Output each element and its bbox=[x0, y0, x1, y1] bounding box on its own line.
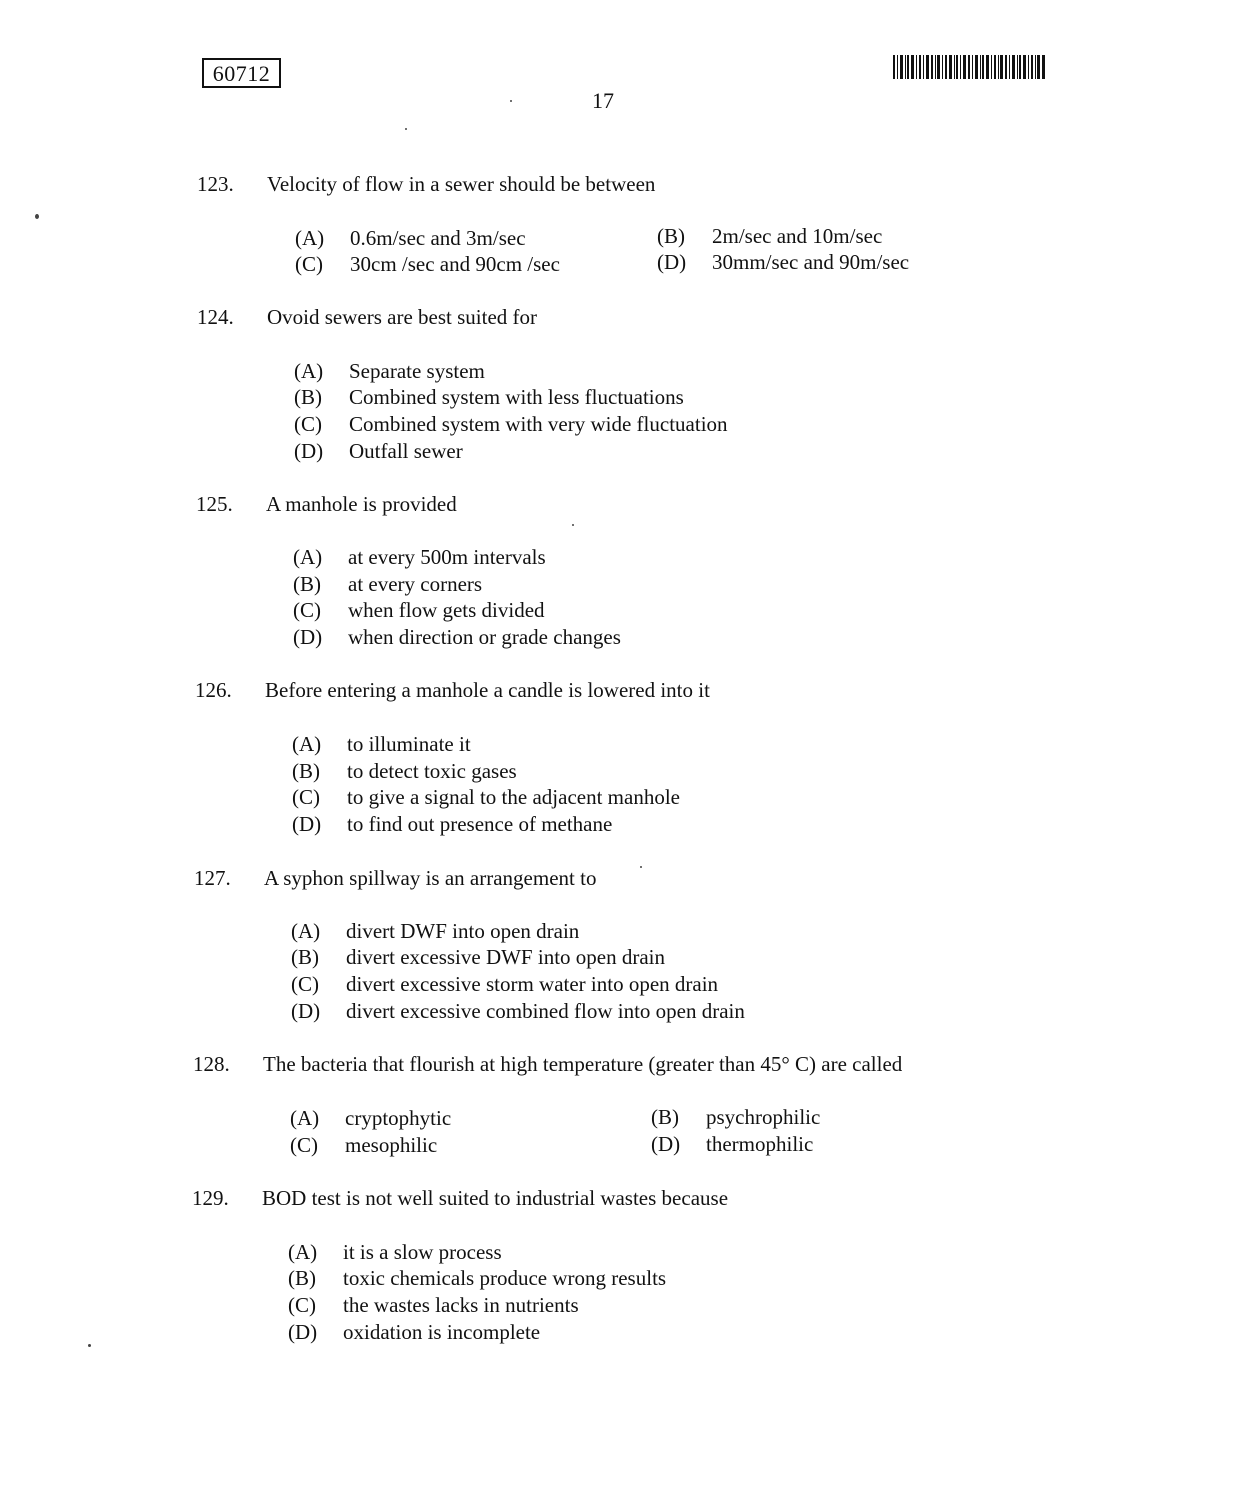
scan-speck bbox=[510, 100, 512, 102]
option-text: divert DWF into open drain bbox=[346, 919, 580, 943]
barcode-image bbox=[893, 55, 1045, 79]
option-text: 30mm/sec and 90m/sec bbox=[712, 250, 910, 274]
question-stem: Ovoid sewers are best suited for bbox=[267, 305, 538, 329]
option-label: (B) bbox=[657, 224, 685, 248]
option-label: (B) bbox=[291, 945, 319, 969]
option-text: at every 500m intervals bbox=[348, 545, 546, 569]
question-number: 129. bbox=[192, 1186, 229, 1210]
scan-speck bbox=[640, 866, 642, 868]
option-text: cryptophytic bbox=[345, 1106, 452, 1130]
question-stem: Before entering a manhole a candle is lowered into it bbox=[265, 678, 710, 702]
question-stem: A syphon spillway is an arrangement to bbox=[264, 866, 597, 890]
option-text: Separate system bbox=[349, 359, 485, 383]
option-label: (C) bbox=[293, 598, 321, 622]
scan-speck bbox=[35, 214, 39, 219]
option-label: (C) bbox=[290, 1133, 318, 1157]
option-label: (D) bbox=[293, 625, 323, 649]
option-label: (A) bbox=[294, 359, 324, 383]
option-text: Combined system with very wide fluctuation bbox=[349, 412, 728, 436]
option-label: (C) bbox=[291, 972, 319, 996]
scan-speck bbox=[572, 524, 574, 526]
option-label: (B) bbox=[651, 1105, 679, 1129]
option-label: (D) bbox=[288, 1320, 318, 1344]
option-text: divert excessive DWF into open drain bbox=[346, 945, 665, 969]
option-label: (A) bbox=[291, 919, 321, 943]
option-text: oxidation is incomplete bbox=[343, 1320, 541, 1344]
option-label: (D) bbox=[291, 999, 321, 1023]
question-stem: Velocity of flow in a sewer should be between bbox=[267, 172, 656, 196]
option-label: (C) bbox=[295, 252, 323, 276]
question-stem: A manhole is provided bbox=[266, 492, 457, 516]
scan-speck bbox=[88, 1344, 91, 1347]
option-text: Combined system with less fluctuations bbox=[349, 385, 684, 409]
option-text: at every corners bbox=[348, 572, 483, 596]
option-text: to illuminate it bbox=[347, 732, 471, 756]
option-label: (D) bbox=[292, 812, 322, 836]
option-label: (A) bbox=[295, 226, 325, 250]
option-label: (D) bbox=[294, 439, 324, 463]
option-label: (B) bbox=[288, 1266, 316, 1290]
option-label: (A) bbox=[290, 1106, 320, 1130]
option-text: 30cm /sec and 90cm /sec bbox=[350, 252, 560, 276]
option-text: mesophilic bbox=[345, 1133, 438, 1157]
option-label: (B) bbox=[294, 385, 322, 409]
paper-code-box: 60712 bbox=[202, 58, 281, 88]
option-text: to detect toxic gases bbox=[347, 759, 517, 783]
question-stem: BOD test is not well suited to industrial wastes because bbox=[262, 1186, 729, 1210]
option-text: Outfall sewer bbox=[349, 439, 463, 463]
option-text: to give a signal to the adjacent manhole bbox=[347, 785, 680, 809]
option-text: 2m/sec and 10m/sec bbox=[712, 224, 883, 248]
option-label: (C) bbox=[294, 412, 322, 436]
option-label: (D) bbox=[651, 1132, 681, 1156]
option-label: (A) bbox=[292, 732, 322, 756]
option-label: (D) bbox=[657, 250, 687, 274]
option-text: it is a slow process bbox=[343, 1240, 502, 1264]
option-text: psychrophilic bbox=[706, 1105, 821, 1129]
option-text: to find out presence of methane bbox=[347, 812, 613, 836]
option-label: (A) bbox=[293, 545, 323, 569]
option-label: (B) bbox=[293, 572, 321, 596]
option-text: when flow gets divided bbox=[348, 598, 545, 622]
option-text: divert excessive combined flow into open drain bbox=[346, 999, 745, 1023]
scan-speck bbox=[405, 128, 407, 130]
option-text: the wastes lacks in nutrients bbox=[343, 1293, 579, 1317]
question-number: 128. bbox=[193, 1052, 230, 1076]
option-text: 0.6m/sec and 3m/sec bbox=[350, 226, 526, 250]
option-label: (B) bbox=[292, 759, 320, 783]
question-stem: The bacteria that flourish at high temperature (greater than 45° C) are called bbox=[263, 1052, 903, 1076]
page-number: 17 bbox=[592, 88, 614, 113]
question-number: 127. bbox=[194, 866, 231, 890]
option-text: toxic chemicals produce wrong results bbox=[343, 1266, 667, 1290]
option-text: thermophilic bbox=[706, 1132, 814, 1156]
question-number: 125. bbox=[196, 492, 233, 516]
option-label: (C) bbox=[292, 785, 320, 809]
option-label: (A) bbox=[288, 1240, 318, 1264]
option-text: when direction or grade changes bbox=[348, 625, 621, 649]
question-number: 126. bbox=[195, 678, 232, 702]
option-label: (C) bbox=[288, 1293, 316, 1317]
question-number: 123. bbox=[197, 172, 234, 196]
option-text: divert excessive storm water into open drain bbox=[346, 972, 719, 996]
question-number: 124. bbox=[197, 305, 234, 329]
